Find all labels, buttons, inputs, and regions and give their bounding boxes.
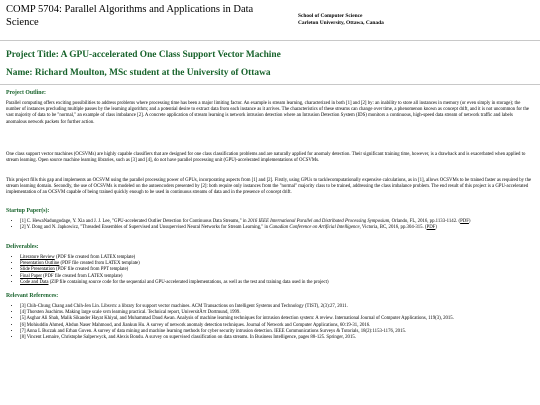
outline-paragraph-3: This project fills this gap and implements an OCSVM using the parallel processing power of GPUs, incorporating aspects from [1] and [2]. Firstly, using GPUs to tacklecomputationally expensive calculations, as in [1], allows OCSVMs to be trained faster as required by the stream learning domain. Secondly, the use of OCSVMs is modeled on the autoencoders presented by [2]: both require only instances from the "normal" majority class to be trained, addressing the class imbalance problem. The end result of this project is a GPU-accelerated implementation of an OCSVM capable of being trained quickly enough to be used in continuous streams of data and in the presence of concept drift. — [6, 178, 532, 196]
student-name: Name: Richard Moulton, MSc student at the University of Ottawa — [6, 68, 271, 78]
divider — [0, 84, 540, 85]
outline-paragraph-2: One class support vector machines (OCSVMs) are highly capable classifiers that are designed for one class classification problems and are naturally applied for anomaly detection. Their significant training time, however, is a drawback and is exacerbated when applied to stream learning. Open source machine learning libraries, such as [3] and [4], do not have parallel processing unit (GPU)-accelerated implementations of OCSVMs. — [6, 152, 526, 164]
code-and-data-link[interactable]: Code and Data — [20, 279, 49, 285]
pdf-link[interactable]: PDF — [460, 219, 469, 224]
school-location: Carleton University, Ottawa, Canada — [298, 20, 384, 26]
pdf-link[interactable]: PDF — [426, 225, 436, 231]
presentation-outline-link[interactable]: Presentation Outline — [20, 261, 60, 267]
reference-item: • [8] Vincent Lemaire, Christophe Salperwyck, and Alexis Bondu. A survey on supervised classification on data streams. In Business Intelligence, pages 88-125. Springer, 2015. — [20, 335, 540, 341]
list-item: • Presentation Outline (PDF file created from LATEX template) — [20, 261, 540, 267]
deliverables-heading: Deliverables: — [6, 244, 39, 250]
list-item: • Final Paper (PDF file created from LATEX template) — [20, 274, 540, 280]
literature-review-link[interactable]: Literature Review — [20, 255, 55, 260]
school-name: School of Computer Science — [298, 13, 363, 19]
outline-heading: Project Outline: — [6, 90, 46, 96]
divider — [0, 40, 540, 41]
references-list — [6, 304, 540, 341]
list-item: • [2] Y. Dong and N. Japkowicz, "Threaded Ensembles of Supervised and Unsupervised Neural Networks for Stream Learning," in Canadian Conference on Artificial Intelligence, Victoria, BC, 2016, pp.304-315. (PDF) — [20, 225, 540, 231]
list-item: • Literature Review (PDF file created from LATEX template) — [20, 255, 540, 261]
references-heading: Relevant References: — [6, 293, 59, 299]
list-item: • Slide Presentation (PDF file created from PPT template) — [20, 267, 540, 273]
deliverables-list — [6, 255, 540, 286]
reference-item: • [4] Thorsten Joachims. Making large scale svm learning practical. Technical report, UniversitÃ¤t Dortmund, 1999. — [20, 310, 540, 316]
page-header — [6, 3, 534, 39]
list-item: • [1] C. HewaNadungodage, Y. Xia and J. J. Lee, "GPU-accelerated Outlier Detection for Continuous Data Streams," in 2016 IEEE International Parallel and Distributed Processing Symposium, Orlando, FL, 2016, pp.1133-1142. (PDF) — [20, 219, 540, 225]
reference-item: • [3] Chih-Chung Chang and Chih-Jen Lin. Libsvm: a library for support vector machines. ACM Transactions on Intelligent Systems and Technology (TIST), 2(3):27, 2011. — [20, 304, 540, 310]
startup-heading: Startup Paper(s): — [6, 208, 50, 214]
startup-paper-list — [6, 219, 540, 231]
project-title: Project Title: A GPU-accelerated One Class Support Vector Machine — [6, 50, 281, 60]
school-info — [298, 13, 384, 27]
slide-presentation-link[interactable]: Slide Presentation — [20, 267, 55, 273]
list-item: • Code and Data (ZIP file containing source code for the sequential and GPU-accelerated implementations, as well as the test and training data used in the project) — [20, 280, 540, 286]
reference-item: • [6] Mohiuddin Ahmed, Abdun Naser Mahmood, and Jiankun Hu. A survey of network anomaly detection techniques. Journal of Network and Computer Applications, 60:19-31, 2016. — [20, 323, 540, 329]
reference-item: • [7] Anna L Buczak and Erhan Guven. A survey of data mining and machine learning methods for cyber security intrusion detection. IEEE Communications Surveys & Tutorials, 18(2):1153-1176, 2015. — [20, 329, 540, 335]
course-title: COMP 5704: Parallel Algorithms and Applications in Data Science — [6, 4, 254, 28]
final-paper-link[interactable]: Final Paper — [20, 273, 42, 279]
outline-paragraph-1: Parallel computing offers exciting possibilities to address problems where processing time has been a major limiting factor. An example is stream learning, characterized in both [1] and [2] by: an inability to store all instances in memory (or even simply in storage); the number of instances precluding multiple passes by the learning algorithm; and a potential desire to extract data from each instance as it arrives. The characteristics of these streams can change over time, a phenomenon known as concept drift, and it is not uncommon for the vast majority of data to be "normal," an example of class imbalance [2]. A concrete application of stream learning is network intrusion detection where an Intrusion Detection System (IDS) monitors a continuous, high-speed data stream of network traffic and labels anomalous network packets for further action. — [6, 101, 530, 125]
reference-item: • [5] Asghar Ali Shah, Malik Sikander Hayat Khiyal, and Muhammad Daud Awan. Analysis of machine learning techniques for intrusion detection system: A review. International Journal of Computer Applications, 119(3), 2015. — [20, 316, 540, 322]
